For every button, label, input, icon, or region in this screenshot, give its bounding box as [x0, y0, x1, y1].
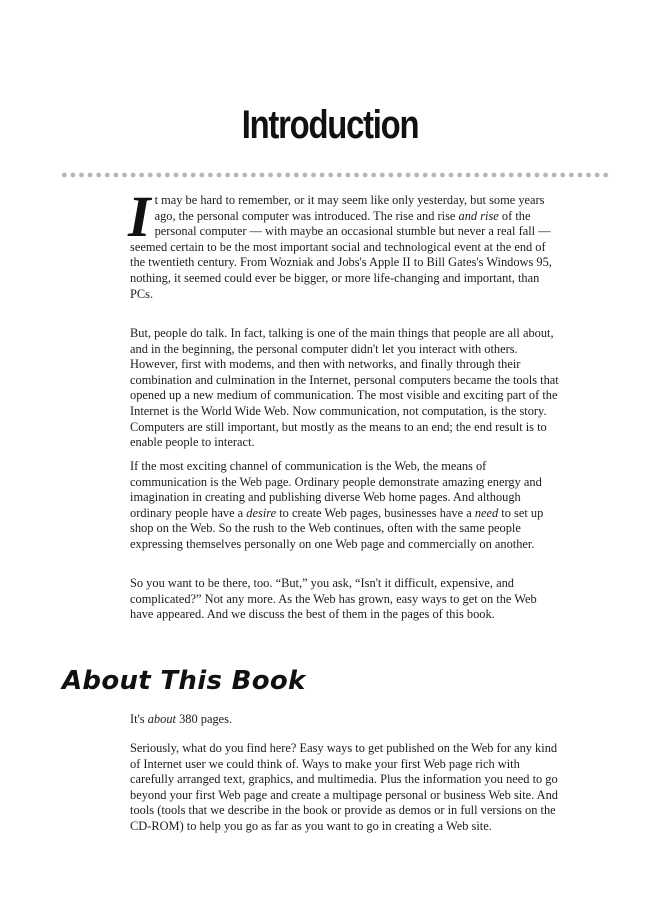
intro-paragraph-3	[130, 459, 560, 553]
intro-paragraph-3-emphasis-need: need	[474, 505, 499, 520]
about-paragraph-1	[130, 712, 560, 728]
about-paragraph-1-text-b: 380 pages.	[175, 712, 233, 726]
intro-paragraph-3-text-c: to set up shop on the Web. So the rush to the Web continues, often with the same people expressing themselves personally on one Web page and commercially on another.	[130, 505, 544, 551]
intro-paragraph-1-text: t may be hard to remember, or it may seem like only yesterday, but some years ago, the personal computer was introduced. The rise and rise	[154, 193, 545, 223]
intro-paragraph-1-text-end: of the personal computer — with maybe an occasional stumble but never a real fall — seemed certain to be the most important social and technological event at the end of the twentieth century. From Wozniak and Jobs's Apple II to Bill Gates's Windows 95, nothing, it seemed could ever be bigger, or more life-changing and important, than PCs.	[130, 208, 552, 301]
section-heading-about-this-book: About This Book	[62, 666, 306, 696]
intro-paragraph-4: So you want to be there, too. “But,” you ask, “Isn't it difficult, expensive, and complicated?” Not any more. As the Web has grown, easy ways to get on the Web have appeared. And we discuss the best of them in the pages of this book.	[130, 576, 537, 622]
about-paragraph-1-text-a: It's	[130, 712, 148, 726]
about-section-2	[130, 741, 560, 835]
intro-paragraph-1-emphasis: and rise	[458, 208, 499, 223]
intro-paragraph-3-text-a: If the most exciting channel of communication is the Web, the means of communication is the Web page. Ordinary people demonstrate amazing energy and imagination in creating and publishing diverse Web home pages. And although ordinary people have a	[130, 459, 542, 520]
dotted-divider	[60, 171, 610, 179]
chapter-title: Introduction	[241, 103, 419, 147]
drop-cap: I	[128, 184, 151, 249]
about-section	[130, 712, 560, 728]
intro-section	[128, 184, 560, 302]
about-paragraph-2: Seriously, what do you find here? Easy ways to get published on the Web for any kind of Internet user we could think of. Ways to make your first Web page rich with carefully arranged text, graphics, and multimedia. Plus the information you need to go beyond your first Web page and create a multipage personal or business Web site. And tools (tools that we describe in the book or provide as demos or in full versions on the CD-ROM) to help you go as far as you want to go in creating a Web site.	[130, 741, 559, 833]
intro-section-4	[130, 576, 560, 623]
intro-paragraph-1	[128, 184, 560, 302]
intro-paragraph-2: But, people do talk. In fact, talking is one of the main things that people are all about, and in the beginning, the personal computer didn't let you interact with others. However, first with modems, and then with networks, and finally through their combination and culmination in the Internet, personal computers became the tools that opened up a new medium of communication. The most visible and exciting part of the Internet is the World Wide Web. Now communication, not computation, is the story. Computers are still important, but mostly as the means to an end; the end result is to enable people to interact.	[130, 326, 559, 450]
intro-paragraph-3-text-b: to create Web pages, businesses have a	[276, 505, 475, 520]
intro-paragraph-3-emphasis-desire: desire	[246, 505, 277, 520]
about-paragraph-1-emphasis: about	[147, 712, 176, 726]
intro-section-2	[130, 326, 560, 451]
intro-section-3	[130, 459, 560, 553]
